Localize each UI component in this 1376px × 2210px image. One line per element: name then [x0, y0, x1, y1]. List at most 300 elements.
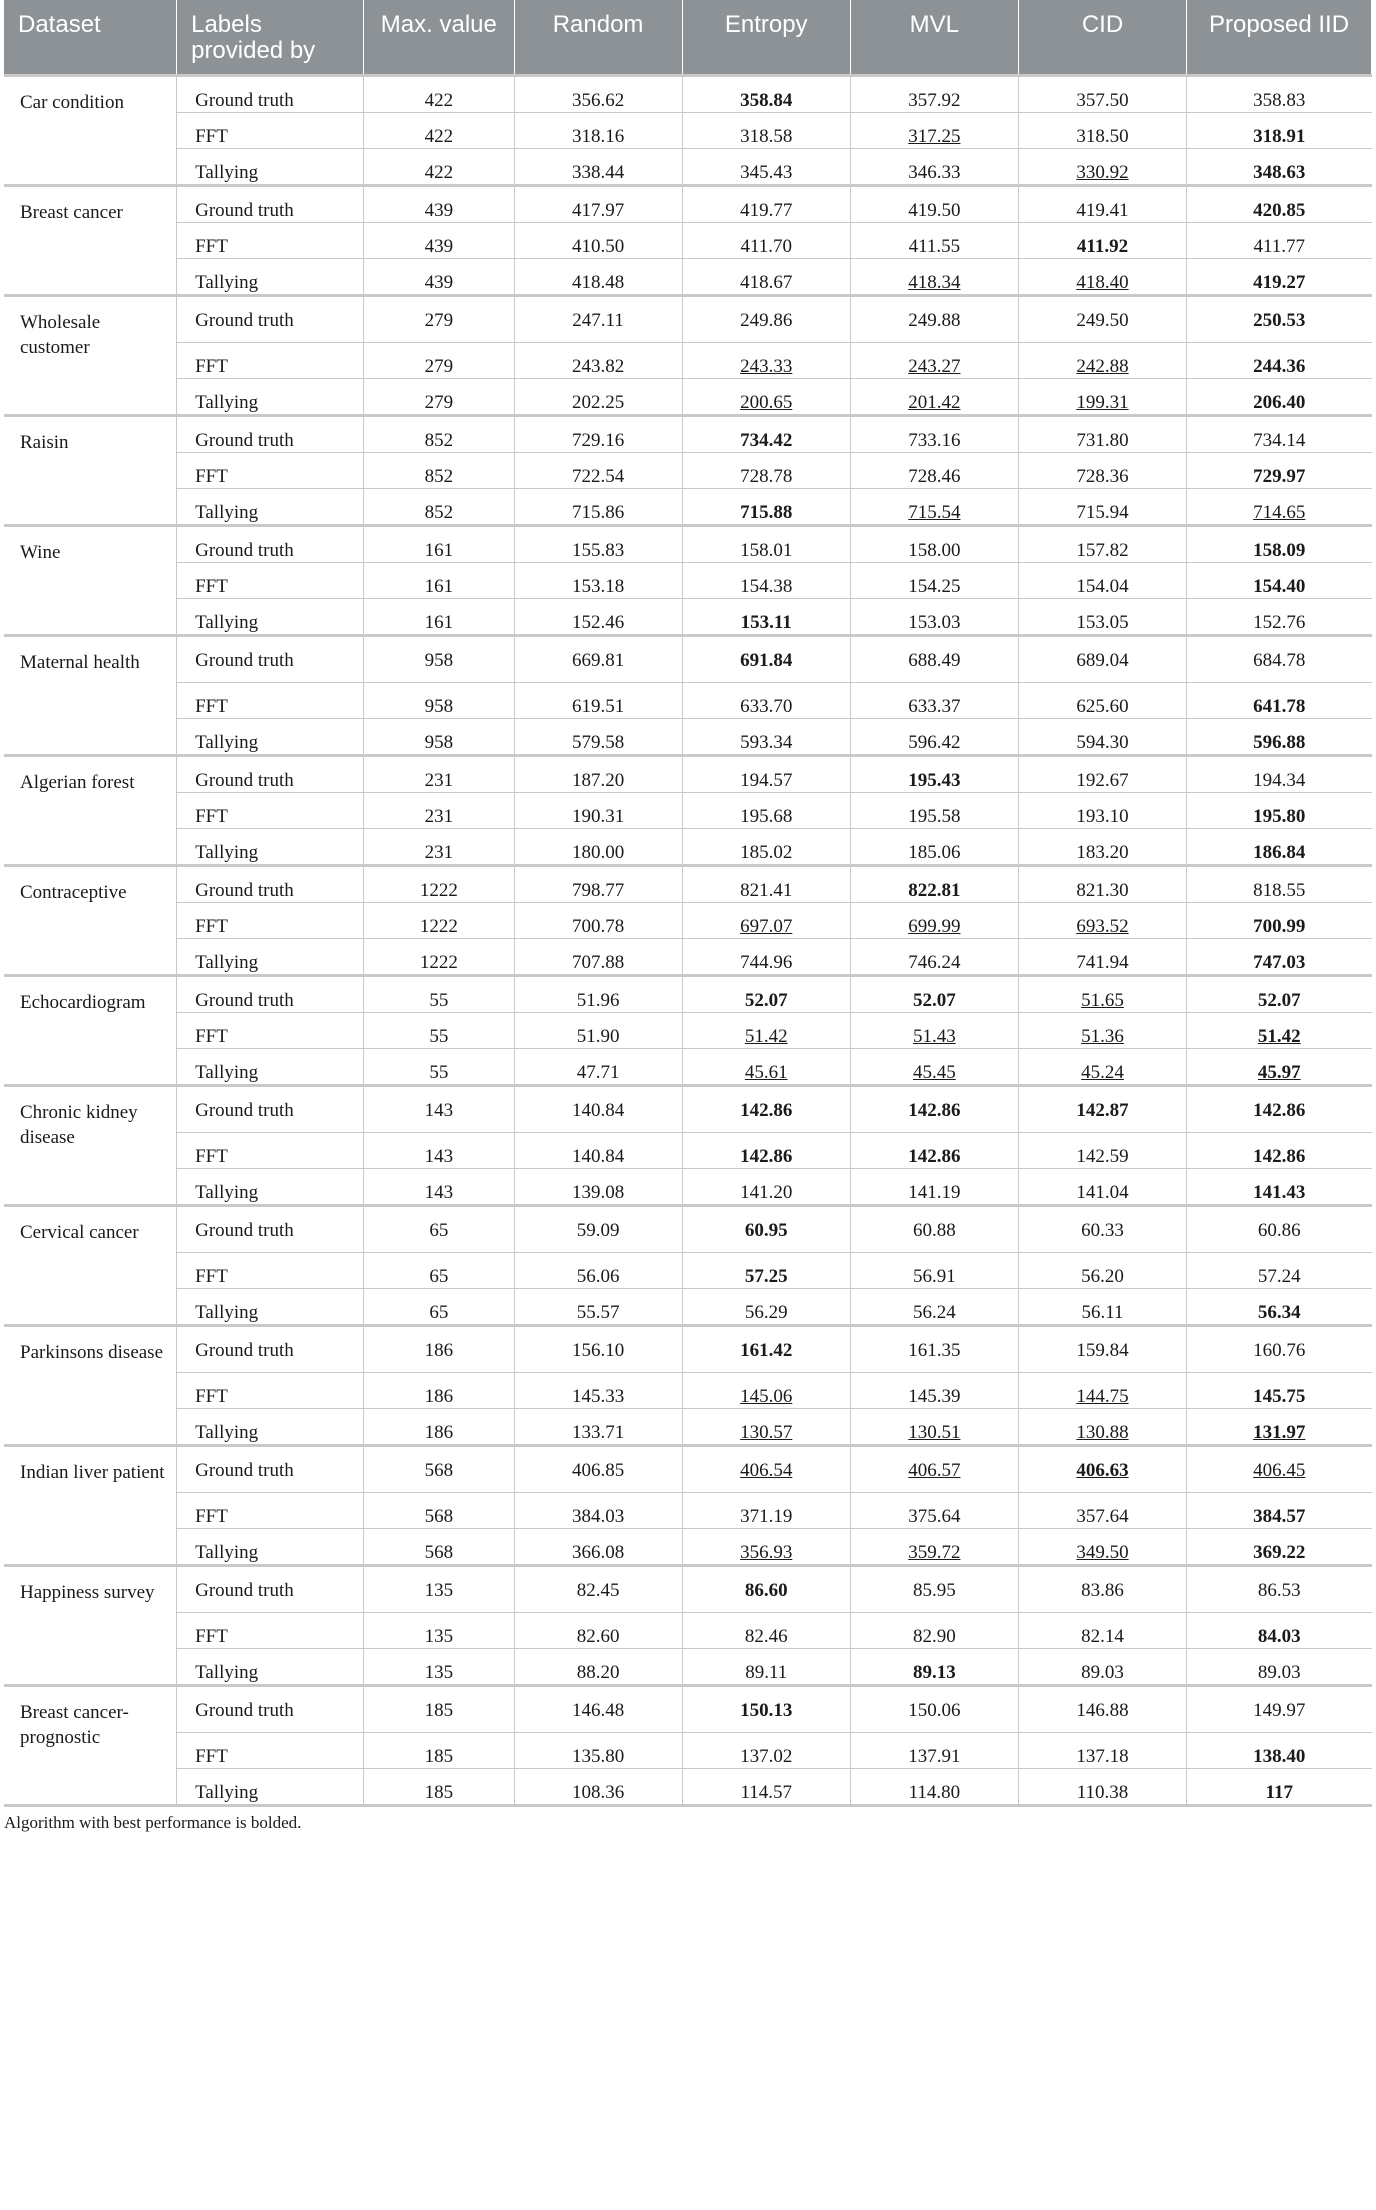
value-cell [1187, 975, 1372, 1012]
value-cell [682, 1408, 850, 1445]
value-text: 852 [424, 429, 454, 451]
value-text: 89.13 [912, 1661, 956, 1683]
value-cell [364, 1445, 514, 1492]
label-source-cell: FFT [177, 1492, 364, 1528]
value-cell [682, 718, 850, 755]
value-text: 135.80 [571, 1745, 625, 1767]
value-text: 45.45 [912, 1061, 956, 1083]
value-cell [1187, 828, 1372, 865]
dataset-name-cell: Chronic kidney disease [4, 1085, 177, 1205]
value-cell [514, 1205, 682, 1252]
value-cell [1018, 1372, 1186, 1408]
value-cell [850, 222, 1018, 258]
value-cell [514, 1685, 682, 1732]
value-text: 243.33 [740, 355, 793, 377]
value-cell [1018, 1325, 1186, 1372]
value-cell [514, 1445, 682, 1492]
value-cell [850, 1168, 1018, 1205]
header-max-value: Max. value [364, 0, 514, 75]
value-text: 137.02 [740, 1745, 793, 1767]
value-cell [1187, 185, 1372, 222]
value-text: 183.20 [1076, 841, 1129, 863]
value-text: 330.92 [1076, 161, 1129, 183]
value-text: 153.05 [1076, 611, 1129, 633]
value-text: 633.70 [740, 695, 793, 717]
value-cell [514, 415, 682, 452]
dataset-name-cell: Cervical cancer [4, 1205, 177, 1325]
value-cell [850, 902, 1018, 938]
table-row [4, 865, 1372, 902]
value-text: 821.30 [1076, 879, 1129, 901]
label-source-cell: FFT [177, 342, 364, 378]
value-text: 419.50 [908, 199, 961, 221]
label-source-cell: Ground truth [177, 865, 364, 902]
table-row [4, 1325, 1372, 1372]
value-cell [364, 222, 514, 258]
value-text: 384.03 [571, 1505, 625, 1527]
value-cell [364, 598, 514, 635]
header-dataset: Dataset [4, 0, 177, 75]
table-row [4, 1132, 1372, 1168]
value-text: 201.42 [908, 391, 961, 413]
table-row [4, 902, 1372, 938]
value-cell [1018, 1685, 1186, 1732]
value-cell [1187, 1085, 1372, 1132]
value-cell [364, 75, 514, 112]
value-text: 688.49 [908, 649, 961, 671]
value-text: 247.11 [572, 309, 624, 331]
value-text: 52.07 [912, 989, 956, 1011]
label-source-cell: FFT [177, 1012, 364, 1048]
value-cell [850, 682, 1018, 718]
value-text: 593.34 [740, 731, 793, 753]
value-cell [364, 525, 514, 562]
value-text: 55 [429, 1061, 449, 1083]
value-text: 82.45 [576, 1579, 620, 1601]
value-text: 154.40 [1253, 575, 1306, 597]
value-cell [364, 185, 514, 222]
value-text: 161 [424, 575, 454, 597]
value-cell [1187, 755, 1372, 792]
label-source-cell: FFT [177, 452, 364, 488]
value-cell [682, 342, 850, 378]
label-source-cell: FFT [177, 1612, 364, 1648]
value-cell [514, 525, 682, 562]
value-text: 140.84 [571, 1145, 625, 1167]
value-text: 185 [424, 1781, 454, 1803]
value-text: 594.30 [1076, 731, 1129, 753]
value-cell [682, 415, 850, 452]
value-cell [682, 1492, 850, 1528]
value-cell [1187, 682, 1372, 718]
value-text: 439 [424, 271, 454, 293]
value-text: 231 [424, 805, 454, 827]
value-cell [364, 755, 514, 792]
value-cell [1018, 635, 1186, 682]
value-text: 714.65 [1253, 501, 1306, 523]
value-cell [850, 1732, 1018, 1768]
value-cell [514, 682, 682, 718]
value-cell [514, 378, 682, 415]
value-text: 338.44 [571, 161, 625, 183]
value-cell [364, 1612, 514, 1648]
value-cell [1187, 415, 1372, 452]
table-row [4, 1648, 1372, 1685]
value-cell [1018, 1445, 1186, 1492]
value-text: 419.27 [1253, 271, 1306, 293]
value-cell [364, 938, 514, 975]
value-cell [1187, 792, 1372, 828]
table-row [4, 1372, 1372, 1408]
value-text: 142.59 [1076, 1145, 1129, 1167]
value-cell [682, 598, 850, 635]
dataset-name-cell: Breast cancer-prognostic [4, 1685, 177, 1805]
value-text: 84.03 [1257, 1625, 1301, 1647]
value-cell [850, 1492, 1018, 1528]
value-cell [364, 1048, 514, 1085]
value-text: 249.88 [908, 309, 961, 331]
value-cell [1018, 488, 1186, 525]
table-row [4, 452, 1372, 488]
value-cell [682, 488, 850, 525]
value-text: 45.24 [1081, 1061, 1124, 1083]
value-text: 117 [1265, 1781, 1293, 1803]
value-text: 700.99 [1253, 915, 1306, 937]
value-text: 154.04 [1076, 575, 1129, 597]
value-text: 142.86 [1253, 1145, 1306, 1167]
label-source-cell: Ground truth [177, 295, 364, 342]
value-text: 244.36 [1253, 355, 1306, 377]
value-cell [514, 635, 682, 682]
value-text: 45.61 [744, 1061, 788, 1083]
value-cell [682, 185, 850, 222]
value-text: 348.63 [1253, 161, 1306, 183]
value-text: 439 [424, 199, 454, 221]
dataset-name-cell: Algerian forest [4, 755, 177, 865]
value-cell [1187, 258, 1372, 295]
value-text: 161 [424, 611, 454, 633]
value-text: 419.77 [740, 199, 793, 221]
label-source-cell: Ground truth [177, 975, 364, 1012]
value-cell [682, 1528, 850, 1565]
value-text: 89.11 [745, 1661, 788, 1683]
value-cell [364, 828, 514, 865]
value-text: 152.76 [1253, 611, 1306, 633]
table-header-row [4, 0, 1372, 75]
value-cell [514, 1288, 682, 1325]
value-text: 51.96 [576, 989, 620, 1011]
value-cell [364, 1528, 514, 1565]
table-row [4, 415, 1372, 452]
table-row [4, 598, 1372, 635]
value-text: 722.54 [571, 465, 625, 487]
value-text: 357.92 [908, 89, 961, 111]
label-source-cell: Tallying [177, 1288, 364, 1325]
value-text: 250.53 [1253, 309, 1306, 331]
value-cell [850, 1325, 1018, 1372]
table-row [4, 755, 1372, 792]
value-text: 406.57 [908, 1459, 961, 1481]
value-text: 143 [424, 1145, 454, 1167]
value-cell [850, 488, 1018, 525]
value-text: 144.75 [1076, 1385, 1129, 1407]
table-row [4, 1168, 1372, 1205]
value-cell [682, 975, 850, 1012]
value-cell [682, 1648, 850, 1685]
value-text: 422 [424, 125, 454, 147]
value-cell [1018, 938, 1186, 975]
value-cell [1018, 415, 1186, 452]
value-text: 366.08 [571, 1541, 625, 1563]
value-cell [1187, 938, 1372, 975]
value-text: 345.43 [740, 161, 793, 183]
value-cell [850, 1132, 1018, 1168]
value-cell [1018, 1252, 1186, 1288]
value-cell [682, 792, 850, 828]
value-text: 56.34 [1257, 1301, 1301, 1323]
value-text: 568 [424, 1459, 454, 1481]
table-row [4, 792, 1372, 828]
value-cell [682, 1048, 850, 1085]
value-cell [1187, 1492, 1372, 1528]
value-text: 156.10 [571, 1339, 625, 1361]
table-row [4, 975, 1372, 1012]
value-cell [682, 75, 850, 112]
value-text: 669.81 [571, 649, 625, 671]
value-text: 192.67 [1076, 769, 1129, 791]
value-text: 65 [429, 1265, 449, 1287]
value-text: 185 [424, 1699, 454, 1721]
value-cell [1187, 1408, 1372, 1445]
value-cell [1018, 148, 1186, 185]
value-text: 193.10 [1076, 805, 1129, 827]
value-text: 52.07 [744, 989, 788, 1011]
value-text: 152.46 [571, 611, 625, 633]
value-cell [682, 1168, 850, 1205]
value-cell [1018, 682, 1186, 718]
results-table-container [4, 0, 1372, 1833]
label-source-cell: FFT [177, 1372, 364, 1408]
value-cell [514, 975, 682, 1012]
value-cell [364, 1565, 514, 1612]
value-cell [364, 562, 514, 598]
table-row [4, 1252, 1372, 1288]
value-text: 186.84 [1253, 841, 1306, 863]
value-cell [1187, 1565, 1372, 1612]
value-text: 359.72 [908, 1541, 961, 1563]
value-cell [850, 1565, 1018, 1612]
value-text: 715.86 [571, 501, 625, 523]
value-text: 596.42 [908, 731, 961, 753]
value-text: 958 [424, 649, 454, 671]
value-cell [364, 1732, 514, 1768]
value-text: 138.40 [1253, 1745, 1306, 1767]
label-source-cell: Tallying [177, 1168, 364, 1205]
value-text: 55 [429, 989, 449, 1011]
value-text: 82.46 [744, 1625, 788, 1647]
value-text: 142.86 [908, 1145, 961, 1167]
value-text: 349.50 [1076, 1541, 1129, 1563]
value-text: 411.92 [1076, 235, 1129, 257]
value-text: 358.83 [1253, 89, 1306, 111]
value-cell [850, 1612, 1018, 1648]
value-cell [1187, 452, 1372, 488]
value-text: 422 [424, 161, 454, 183]
value-text: 200.65 [740, 391, 793, 413]
value-cell [364, 1132, 514, 1168]
value-cell [514, 598, 682, 635]
value-cell [514, 295, 682, 342]
value-text: 728.36 [1076, 465, 1129, 487]
value-text: 55 [429, 1025, 449, 1047]
value-cell [514, 1048, 682, 1085]
value-text: 822.81 [908, 879, 961, 901]
value-cell [850, 828, 1018, 865]
value-text: 633.37 [908, 695, 961, 717]
value-cell [1018, 828, 1186, 865]
label-source-cell: Tallying [177, 938, 364, 975]
value-cell [850, 295, 1018, 342]
table-row [4, 185, 1372, 222]
value-text: 187.20 [571, 769, 625, 791]
value-cell [1018, 222, 1186, 258]
value-cell [682, 682, 850, 718]
dataset-name-cell: Car condition [4, 75, 177, 185]
value-text: 51.42 [1257, 1025, 1301, 1047]
value-text: 47.71 [576, 1061, 620, 1083]
value-cell [364, 1372, 514, 1408]
table-row [4, 112, 1372, 148]
value-cell [850, 938, 1018, 975]
value-cell [1187, 718, 1372, 755]
value-cell [1187, 295, 1372, 342]
value-text: 130.57 [740, 1421, 793, 1443]
value-cell [682, 865, 850, 902]
value-text: 411.55 [908, 235, 961, 257]
value-text: 231 [424, 841, 454, 863]
value-cell [850, 1445, 1018, 1492]
value-text: 52.07 [1257, 989, 1301, 1011]
value-text: 715.54 [908, 501, 961, 523]
value-text: 158.09 [1253, 539, 1306, 561]
value-text: 60.88 [912, 1219, 956, 1241]
value-text: 55.57 [576, 1301, 620, 1323]
value-text: 700.78 [571, 915, 625, 937]
value-text: 417.97 [571, 199, 625, 221]
value-cell [1018, 378, 1186, 415]
value-text: 65 [429, 1219, 449, 1241]
value-text: 249.86 [740, 309, 793, 331]
value-text: 242.88 [1076, 355, 1129, 377]
value-cell [514, 938, 682, 975]
value-text: 60.33 [1081, 1219, 1124, 1241]
value-cell [850, 415, 1018, 452]
table-row [4, 1445, 1372, 1492]
value-text: 357.50 [1076, 89, 1129, 111]
value-text: 160.76 [1253, 1339, 1306, 1361]
label-source-cell: Tallying [177, 718, 364, 755]
value-cell [850, 1085, 1018, 1132]
value-text: 728.78 [740, 465, 793, 487]
value-cell [1187, 222, 1372, 258]
value-text: 194.57 [740, 769, 793, 791]
value-text: 958 [424, 695, 454, 717]
value-cell [850, 562, 1018, 598]
value-text: 56.24 [912, 1301, 956, 1323]
table-row [4, 75, 1372, 112]
value-text: 356.62 [571, 89, 625, 111]
value-text: 699.99 [908, 915, 961, 937]
value-cell [514, 1252, 682, 1288]
dataset-name-cell: Raisin [4, 415, 177, 525]
value-cell [682, 258, 850, 295]
value-text: 422 [424, 89, 454, 111]
value-text: 186 [424, 1385, 454, 1407]
value-cell [514, 75, 682, 112]
value-cell [1018, 185, 1186, 222]
label-source-cell: FFT [177, 682, 364, 718]
value-text: 51.90 [576, 1025, 620, 1047]
value-cell [514, 562, 682, 598]
label-source-cell: FFT [177, 902, 364, 938]
value-cell [364, 1168, 514, 1205]
value-text: 641.78 [1253, 695, 1306, 717]
table-row [4, 828, 1372, 865]
value-cell [1187, 1732, 1372, 1768]
label-source-cell: Ground truth [177, 1325, 364, 1372]
value-text: 744.96 [740, 951, 793, 973]
value-cell [1187, 1132, 1372, 1168]
value-cell [1018, 1012, 1186, 1048]
value-text: 406.63 [1076, 1459, 1129, 1481]
value-text: 411.77 [1253, 235, 1306, 257]
value-text: 190.31 [571, 805, 625, 827]
value-cell [682, 1372, 850, 1408]
table-row [4, 682, 1372, 718]
value-cell [514, 342, 682, 378]
value-cell [1018, 1288, 1186, 1325]
value-cell [1187, 1205, 1372, 1252]
value-cell [514, 1408, 682, 1445]
value-cell [364, 682, 514, 718]
value-text: 202.25 [571, 391, 625, 413]
value-cell [514, 258, 682, 295]
value-cell [514, 148, 682, 185]
value-text: 317.25 [908, 125, 961, 147]
value-text: 141.19 [908, 1181, 961, 1203]
value-cell [364, 1408, 514, 1445]
value-text: 180.00 [571, 841, 625, 863]
value-text: 157.82 [1076, 539, 1129, 561]
value-text: 249.50 [1076, 309, 1129, 331]
value-text: 185.02 [740, 841, 793, 863]
label-source-cell: Tallying [177, 488, 364, 525]
value-cell [850, 148, 1018, 185]
value-cell [1187, 635, 1372, 682]
label-source-cell: FFT [177, 792, 364, 828]
value-cell [1187, 1288, 1372, 1325]
table-row [4, 1012, 1372, 1048]
dataset-name-cell: Parkinsons disease [4, 1325, 177, 1445]
dataset-name-cell: Happiness survey [4, 1565, 177, 1685]
value-text: 60.86 [1257, 1219, 1301, 1241]
value-text: 130.88 [1076, 1421, 1129, 1443]
value-text: 418.67 [740, 271, 793, 293]
value-text: 51.65 [1081, 989, 1124, 1011]
value-cell [850, 1528, 1018, 1565]
value-text: 406.45 [1253, 1459, 1306, 1481]
value-cell [850, 1205, 1018, 1252]
